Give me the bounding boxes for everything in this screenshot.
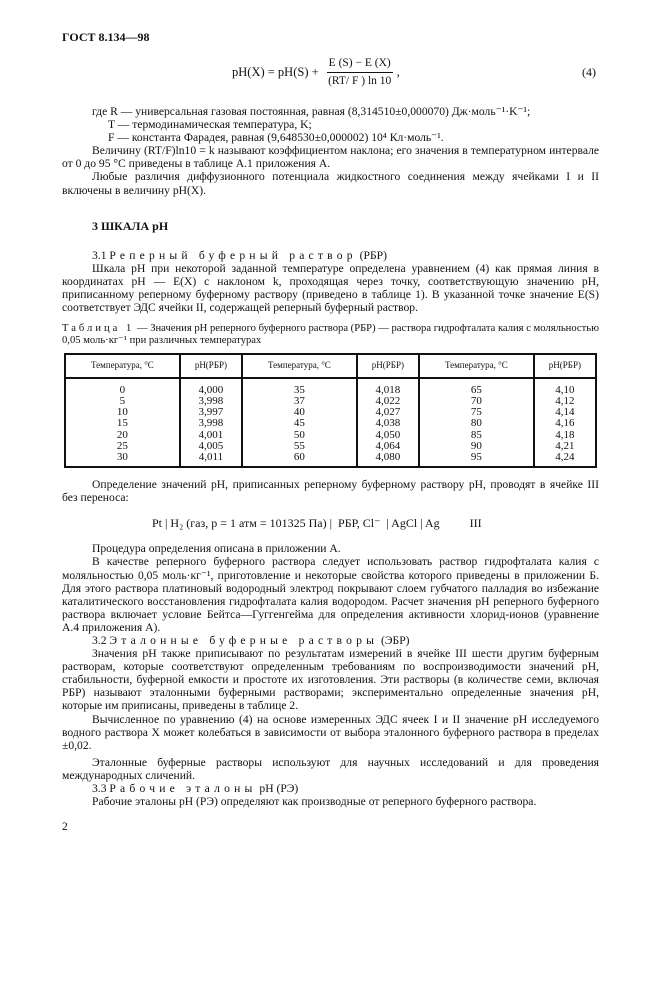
section-3-heading: 3 ШКАЛА pH [92,218,169,233]
table-value: 4,038 [375,417,401,430]
table-value: 4,005 [198,439,224,452]
paragraph-3-1: Шкала pH при некоторой заданной температуре определена уравнением (4) как прямая линия в координатах pH — E(X) с наклоном k, проходящая через точку, соответствующую значению pH, приписанному реперному буферному раствору (приведено в таблице 1). В указанной точке значение E(S) соответствует ЭДС ячейки II, содержащей реперный буферный раствор. [62,261,599,315]
equation-fraction [327,56,393,89]
definition-r: где R — универсальная газовая постоянная, равная (8,314510±0,000070) Дж·моль⁻¹·K⁻¹; [92,105,531,118]
table-value: 4,21 [555,439,575,452]
subsection-title: Реперный буферный раствор [109,248,357,262]
paragraph-3-2b: Вычисленное по уравнению (4) на основе измеренных ЭДС ячеек I и II значение pH исследуемого водного раствора X может колебаться в зависимости от выбора эталонного буферного раствора в пределах ±0,02. [62,712,599,752]
table-value: 37 [293,394,305,407]
table-value: 60 [293,450,305,463]
ph-reference-table [64,353,597,468]
paragraph-determination: Определение значений pH, приписанных реперному буферному раствору pH, проводят в ячейке III без переноса: [62,478,599,505]
table-column-cell [242,378,357,467]
table-column-cell [65,378,180,467]
table-value: 0 [119,383,126,396]
table-value: 15 [116,417,128,430]
subsection-abbr: (ЭБР) [381,633,410,647]
table-value: 75 [470,406,482,419]
table-value: 30 [116,450,128,463]
subsection-title: Эталонные буферные растворы [109,633,379,647]
definition-t: T — термодинамическая температура, K; [108,118,312,132]
table-value: 45 [293,417,305,430]
table-column-cell [534,378,596,467]
procedure-block [62,542,599,808]
table-value: 20 [116,428,128,441]
definition-f: F — константа Фарадея, равная (9,648530±0,000002) 10⁴ Кл·моль⁻¹. [108,131,444,145]
table-value: 3,998 [198,394,224,407]
subsection-title: Рабочие эталоны [109,782,257,796]
table-row [65,378,596,467]
subsection-number: 3.2 [92,633,107,647]
paragraph-reference-solution: В качестве реперного буферного раствора следует использовать раствор гидрофталата калия с моляльностью 0,05 моль·кг⁻¹, приготовление и некоторые свойства которого приведены в приложении Б. Для этого раствора платиновый водородный электрод покрывают слоем губчатого палладия во избежание каталитического восстановления гидрофталата калия водородом. Расчет значения pH реперного буферного раствора включает условие Бейтса—Гуггенгейма для определения активности хлорид-ионов (уравнение А.4 приложения А). [62,555,599,634]
paragraph-slope: Величину (RT/F)ln10 = k называют коэффициентом наклона; его значения в температурном интервале от 0 до 95 °С приведены в таблице А.1 приложения А. [62,144,599,171]
table-value: 4,050 [375,428,401,441]
table-value: 70 [470,394,482,407]
table-value: 65 [470,383,482,396]
equation-lhs: pH(X) = pH(S) + [232,65,319,79]
table-value: 4,24 [555,450,575,463]
table-value: 4,16 [555,417,575,430]
table-value: 4,12 [555,394,575,407]
table-value: 5 [119,394,126,407]
subsection-3-1-heading [62,249,599,262]
equation-number: (4) [582,64,596,79]
determination-block [62,478,599,504]
table-value: 4,18 [555,428,575,441]
table-value: 4,080 [375,450,401,463]
table-header-ph-2: pH(РБР) [357,354,419,378]
subsection-number: 3.1 [92,248,107,262]
table-header-temp-1: Температура, °С [65,354,180,378]
document-header: ГОСТ 8.134—98 [62,30,150,44]
table-value: 25 [116,439,128,452]
definitions-block [62,105,599,197]
table-value: 50 [293,428,305,441]
table-value: 4,14 [555,406,575,419]
table-value: 85 [470,428,482,441]
fraction-denominator: (RT/ F ) ln 10 [328,75,392,87]
table-value: 10 [116,406,128,419]
subsection-abbr: pH (РЭ) [259,782,299,796]
paragraph-3-2c: Эталонные буферные растворы используют для научных исследований и для проведения международных сличений. [62,755,599,782]
table-value: 4,027 [375,406,401,419]
paragraph-diffusion: Любые различия диффузионного потенциала жидкостного соединения между ячейками I и II включены в величину pH(X). [62,170,599,197]
table-value: 4,001 [198,428,224,441]
table-header-ph-3: pH(РБР) [534,354,596,378]
table-column-cell [419,378,534,467]
paragraph-3-3: Рабочие эталоны pH (РЭ) определяют как производные от реперного буферного раствора. [92,795,537,809]
table-value: 3,997 [198,406,224,419]
table-value: 35 [293,383,305,396]
subsection-abbr: (РБР) [359,248,387,262]
equation-row [62,56,599,89]
table-value: 4,064 [375,439,401,452]
table-value: 95 [470,450,482,463]
table-value: 80 [470,417,482,430]
page-number: 2 [62,820,68,834]
equation-tail: , [396,65,400,79]
table-caption-text: — Значения pH реперного буферного раствора (РБР) — раствора гидрофталата калия с моляльностью 0,05 моль·кг⁻¹ при различных температурах [62,323,599,346]
cell-iii-scheme: Pt | H₂ (газ, p = 1 атм = 101325 Па) | РБР, Cl⁻ | AgCl | Ag III [152,516,482,531]
table-value: 4,000 [198,383,224,396]
table-value: 55 [293,439,305,452]
subsection-3-3-heading [62,782,599,795]
table-column-cell [357,378,419,467]
table-header-temp-3: Температура, °С [419,354,534,378]
table-value: 4,022 [375,394,401,407]
paragraph-procedure: Процедура определения описана в приложении А. [92,542,341,556]
table-label: Таблица 1 [62,323,135,335]
table-value: 4,018 [375,383,401,396]
equation-4 [232,56,400,89]
section-3-1 [62,249,599,314]
table-value: 3,998 [198,417,224,430]
table-value: 4,10 [555,383,575,396]
table-header-ph-1: pH(РБР) [180,354,242,378]
subsection-number: 3.3 [92,782,107,796]
table-caption [62,323,599,347]
table-value: 40 [293,406,305,419]
section-3-block [62,219,599,233]
subsection-3-2-heading [62,634,599,647]
table-header-temp-2: Температура, °С [242,354,357,378]
paragraph-3-2a: Значения pH также приписывают по результатам измерений в ячейке III шести другим буферным растворам, которые соответствуют определенным требованиям по воспроизводимости значений pH, стабильности, буферной емкости и простоте их изготовления. Эти растворы (в количестве семи, включая РБР) называют эталонными буферными растворами; экспериментально определенные значения pH, которые им приписаны, приведены в таблице 2. [62,647,599,713]
table-value: 90 [470,439,482,452]
table-value: 4,011 [198,450,224,463]
table-column-cell [180,378,242,467]
fraction-numerator: E (S) − E (X) [327,56,393,73]
